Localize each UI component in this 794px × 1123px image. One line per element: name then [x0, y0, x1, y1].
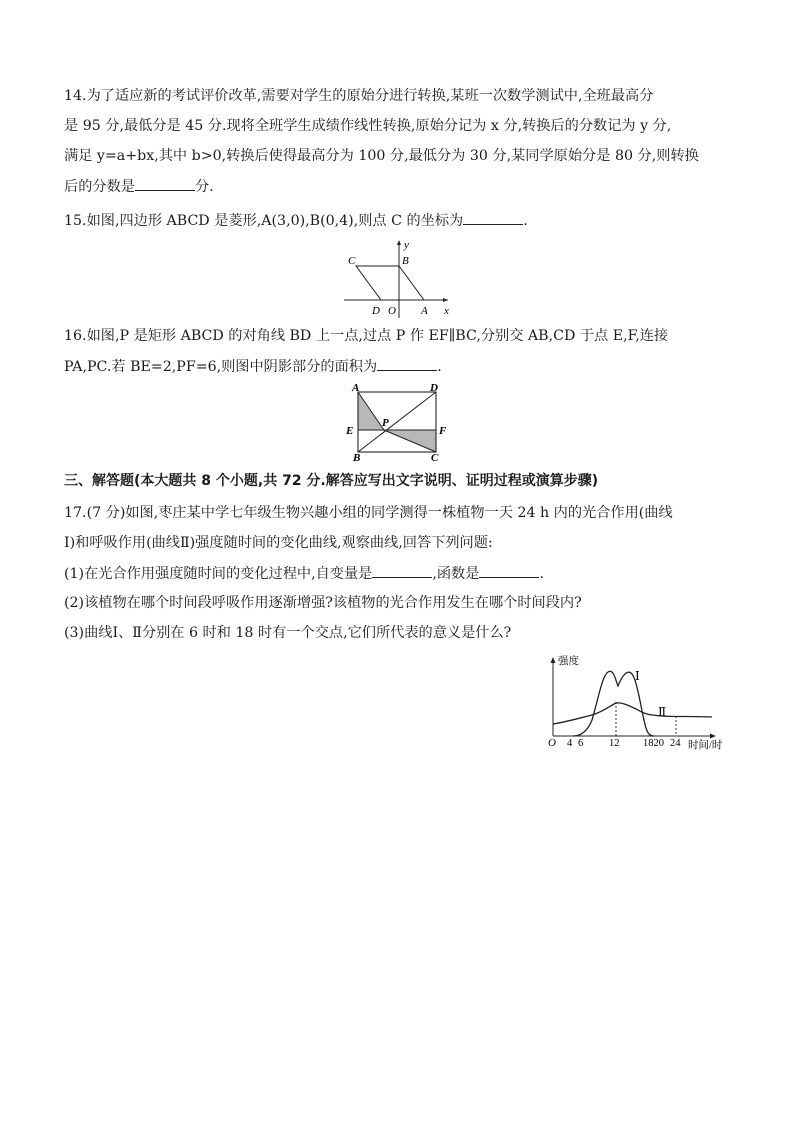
q15-line-1 [64, 210, 528, 231]
rhombus-figure [340, 236, 460, 320]
x-axis-label: 时间/时 [688, 740, 723, 751]
answer-blank [135, 176, 195, 191]
label-p: P [382, 417, 389, 429]
q14-line-4 [64, 176, 214, 197]
q15-text-end: . [523, 213, 528, 229]
tick-18-20: 1820 [643, 738, 664, 749]
tick-6: 6 [578, 738, 584, 749]
label-e: E [346, 425, 354, 437]
curve-respiration [553, 703, 712, 724]
y-axis-label: 强度 [558, 656, 579, 667]
tick-24: 24 [670, 738, 681, 749]
section-heading: 三、解答题(本大题共 8 个小题,共 72 分.解答应写出文字说明、证明过程或演算步骤) [64, 473, 599, 489]
intensity-axis-arrow [551, 657, 556, 663]
q14-text-end: 分. [194, 179, 214, 195]
label-c: C [431, 452, 439, 462]
q14-line-1: 14.为了适应新的考试评价改革,需要对学生的原始分进行转换,某班一次数学测试中,全班最高分 [64, 88, 654, 104]
intensity-curve-figure [542, 652, 762, 756]
label-o: O [388, 305, 396, 317]
label-x: x [444, 305, 449, 317]
origin-label: O [548, 737, 556, 749]
q17-text-2: ,函数是 [432, 566, 480, 582]
q17-line-4: (2)该植物在哪个时间段呼吸作用逐渐增强?该植物的光合作用发生在哪个时间段内? [64, 595, 582, 611]
label-f: F [439, 425, 447, 437]
y-axis-arrow [397, 240, 401, 245]
q16-text-end: . [437, 359, 442, 375]
label-a: A [352, 382, 360, 394]
q17-line-1: 17.(7 分)如图,枣庄某中学七年级生物兴趣小组的同学测得一株植物一天 24 h 内的光合作用(曲线 [64, 505, 673, 521]
label-b: B [402, 255, 409, 267]
label-a: A [421, 305, 428, 317]
label-b: B [353, 452, 361, 462]
answer-blank [463, 210, 523, 225]
curve-2-label: Ⅱ [658, 705, 667, 719]
label-d: D [430, 382, 438, 394]
q16-line-2 [64, 356, 442, 377]
q14-text: 后的分数是 [64, 179, 135, 195]
x-axis-arrow [443, 298, 448, 302]
q14-line-2: 是 95 分,最低分是 45 分.现将全班学生成绩作线性转换,原始分记为 x 分,转换后的分数记为 y 分, [64, 118, 672, 134]
q17-line-2: Ⅰ)和呼吸作用(曲线Ⅱ)强度随时间的变化曲线,观察曲线,回答下列问题: [64, 535, 493, 551]
q14-line-3: 满足 y=a+bx,其中 b>0,转换后使得最高分为 100 分,最低分为 30 分,某同学原始分是 80 分,则转换 [64, 148, 699, 164]
rhombus-abcd [356, 266, 424, 300]
label-y: y [404, 239, 409, 251]
q16-line-1: 16.如图,P 是矩形 ABCD 的对角线 BD 上一点,过点 P 作 EF∥BC,分别交 AB,CD 于点 E,F,连接 [64, 328, 669, 344]
time-axis-arrow [710, 734, 716, 739]
q16-text: PA,PC.若 BE=2,PF=6,则图中阴影部分的面积为 [64, 359, 378, 375]
answer-blank-2 [479, 563, 539, 578]
q15-text: 15.如图,四边形 ABCD 是菱形,A(3,0),B(0,4),则点 C 的坐标为 [64, 213, 464, 229]
q17-line-5: (3)曲线Ⅰ、Ⅱ分别在 6 时和 18 时有一个交点,它们所代表的意义是什么? [64, 625, 512, 641]
rectangle-figure [342, 380, 452, 462]
tick-4: 4 [567, 738, 573, 749]
tick-12: 12 [609, 738, 620, 749]
q17-text-1: (1)在光合作用强度随时间的变化过程中,自变量是 [64, 566, 373, 582]
label-d: D [372, 305, 380, 317]
answer-blank [377, 356, 437, 371]
answer-blank-1 [372, 563, 432, 578]
curve-1-label: Ⅰ [635, 669, 640, 683]
q17-text-3: . [539, 566, 544, 582]
label-c: C [348, 255, 356, 267]
q17-line-3 [64, 563, 544, 584]
